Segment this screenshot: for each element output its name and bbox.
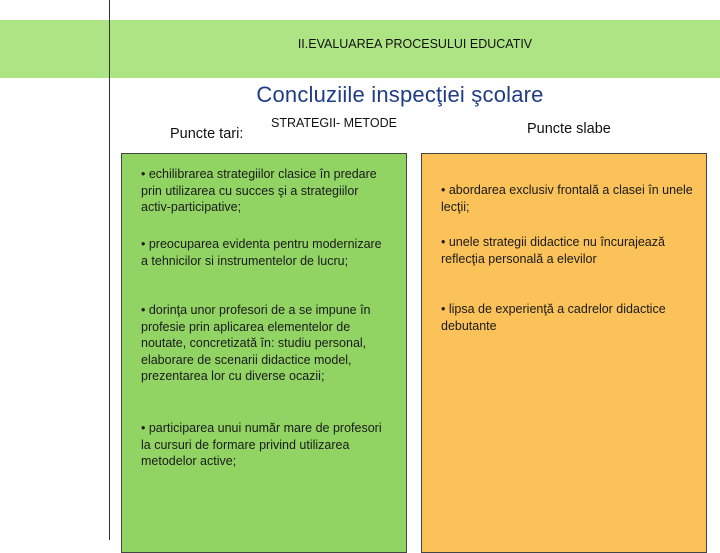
- section-title: II.EVALUAREA PROCESULUI EDUCATIV: [297, 37, 533, 51]
- strength-item: • echilibrarea strategiilor clasice în predare prin utilizarea cu succes şi a strategiilor activ-participative;: [141, 167, 377, 214]
- weakness-item: • abordarea exclusiv frontală a clasei în unele lecţii;: [441, 183, 693, 214]
- weaknesses-panel: [421, 153, 707, 553]
- strength-item: • dorinţa unor profesori de a se impune în profesie prin aplicarea elementelor de noutate, concretizată în: studiu personal, elaborare de scenarii didactice model, prezentarea lor cu diverse ocazii;: [141, 303, 371, 383]
- label-strategii-metode: STRATEGII- METODE: [271, 116, 397, 130]
- page-title: Concluziile inspecţiei şcolare: [256, 82, 544, 107]
- label-puncte-tari: Puncte tari:: [170, 126, 244, 142]
- weakness-item: • unele strategii didactice nu încurajează reflecţia personală a elevilor: [441, 235, 665, 266]
- strength-item: • preocuparea evidenta pentru modernizare a tehnicilor si instrumentelor de lucru;: [141, 237, 382, 268]
- strengths-panel: [121, 153, 407, 553]
- weakness-item: • lipsa de experienţă a cadrelor didactice debutante: [441, 302, 666, 333]
- vertical-divider-line: [109, 0, 110, 540]
- strength-item: • participarea unui număr mare de profesori la cursuri de formare privind utilizarea metodelor active;: [141, 421, 382, 468]
- label-puncte-slabe: Puncte slabe: [527, 121, 611, 137]
